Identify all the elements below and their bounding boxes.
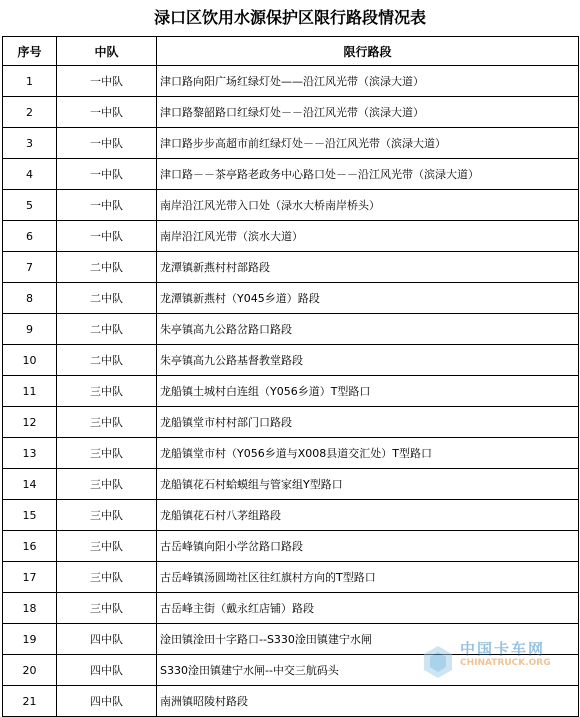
- header-index: 序号: [3, 37, 57, 66]
- row-index: 9: [3, 314, 57, 345]
- table-row: [3, 283, 579, 314]
- row-team: 一中队: [57, 190, 157, 221]
- row-index: 2: [3, 97, 57, 128]
- table-row: [3, 624, 579, 655]
- row-index: 14: [3, 469, 57, 500]
- row-road: 龙潭镇新燕村村部路段: [157, 252, 579, 283]
- row-index: 6: [3, 221, 57, 252]
- row-index: 1: [3, 66, 57, 97]
- row-road: 龙船镇土城村白连组（Y056乡道）T型路口: [157, 376, 579, 407]
- table-row: [3, 159, 579, 190]
- table-row: [3, 345, 579, 376]
- row-road: 淦田镇淦田十字路口--S330淦田镇建宁水闸: [157, 624, 579, 655]
- row-road: 龙船镇堂市村（Y056乡道与X008县道交汇处）T型路口: [157, 438, 579, 469]
- row-index: 10: [3, 345, 57, 376]
- row-index: 17: [3, 562, 57, 593]
- row-road: 津口路－－茶亭路老政务中心路口处－－沿江风光带（滨渌大道）: [157, 159, 579, 190]
- row-road: 朱亭镇高九公路岔路口路段: [157, 314, 579, 345]
- row-team: 一中队: [57, 66, 157, 97]
- table-row: [3, 469, 579, 500]
- row-team: 一中队: [57, 97, 157, 128]
- row-index: 8: [3, 283, 57, 314]
- row-index: 5: [3, 190, 57, 221]
- row-team: 一中队: [57, 159, 157, 190]
- restricted-roads-table: [2, 36, 579, 717]
- table-row: [3, 376, 579, 407]
- row-road: 龙船镇堂市村村部门口路段: [157, 407, 579, 438]
- table-row: [3, 655, 579, 686]
- row-road: 南岸沿江风光带（滨水大道）: [157, 221, 579, 252]
- row-road: 朱亭镇高九公路基督教堂路段: [157, 345, 579, 376]
- row-team: 二中队: [57, 283, 157, 314]
- row-team: 三中队: [57, 469, 157, 500]
- table-row: [3, 593, 579, 624]
- row-index: 15: [3, 500, 57, 531]
- row-index: 18: [3, 593, 57, 624]
- row-road: S330淦田镇建宁水闸--中交三航码头: [157, 655, 579, 686]
- row-team: 三中队: [57, 531, 157, 562]
- table-row: [3, 66, 579, 97]
- row-index: 4: [3, 159, 57, 190]
- table-row: [3, 438, 579, 469]
- row-team: 三中队: [57, 562, 157, 593]
- row-team: 二中队: [57, 345, 157, 376]
- row-team: 四中队: [57, 686, 157, 717]
- row-team: 二中队: [57, 314, 157, 345]
- row-team: 三中队: [57, 376, 157, 407]
- row-team: 一中队: [57, 128, 157, 159]
- row-road: 津口路步步高超市前红绿灯处－－沿江风光带（滨渌大道）: [157, 128, 579, 159]
- watermark-name: 中国卡车网: [460, 640, 546, 658]
- row-road: 古岳峰主街（戴永红店铺）路段: [157, 593, 579, 624]
- row-road: 南洲镇昭陵村路段: [157, 686, 579, 717]
- row-road: 龙船镇花石村蛤蟆组与管家组Y型路口: [157, 469, 579, 500]
- row-road: 龙潭镇新燕村（Y045乡道）路段: [157, 283, 579, 314]
- page-title: 渌口区饮用水源保护区限行路段情况表: [153, 8, 426, 27]
- row-team: 一中队: [57, 221, 157, 252]
- row-team: 二中队: [57, 252, 157, 283]
- row-team: 四中队: [57, 624, 157, 655]
- row-index: 11: [3, 376, 57, 407]
- row-index: 3: [3, 128, 57, 159]
- table-row: [3, 562, 579, 593]
- row-road: 龙船镇花石村八茅组路段: [157, 500, 579, 531]
- row-index: 12: [3, 407, 57, 438]
- row-road: 津口路向阳广场红绿灯处——沿江风光带（滨渌大道）: [157, 66, 579, 97]
- row-team: 三中队: [57, 593, 157, 624]
- table-row: [3, 97, 579, 128]
- header-team: 中队: [57, 37, 157, 66]
- table-row: [3, 221, 579, 252]
- table-row: [3, 407, 579, 438]
- table-row: [3, 531, 579, 562]
- row-index: 20: [3, 655, 57, 686]
- header-road: 限行路段: [157, 37, 579, 66]
- table-row: [3, 128, 579, 159]
- table-row: [3, 314, 579, 345]
- table-header-row: [3, 37, 579, 66]
- row-road: 古岳峰镇向阳小学岔路口路段: [157, 531, 579, 562]
- row-index: 13: [3, 438, 57, 469]
- row-index: 19: [3, 624, 57, 655]
- row-road: 南岸沿江风光带入口处（渌水大桥南岸桥头）: [157, 190, 579, 221]
- table-row: [3, 500, 579, 531]
- row-index: 7: [3, 252, 57, 283]
- watermark-domain: CHINATRUCK.ORG: [460, 658, 551, 668]
- row-index: 21: [3, 686, 57, 717]
- row-road: 古岳峰镇汤圆坳社区往红旗村方向的T型路口: [157, 562, 579, 593]
- table-row: [3, 686, 579, 717]
- row-team: 三中队: [57, 500, 157, 531]
- row-team: 四中队: [57, 655, 157, 686]
- row-road: 津口路黎韶路口红绿灯处－－沿江风光带（滨渌大道）: [157, 97, 579, 128]
- row-team: 三中队: [57, 407, 157, 438]
- row-index: 16: [3, 531, 57, 562]
- row-team: 三中队: [57, 438, 157, 469]
- table-row: [3, 252, 579, 283]
- table-row: [3, 190, 579, 221]
